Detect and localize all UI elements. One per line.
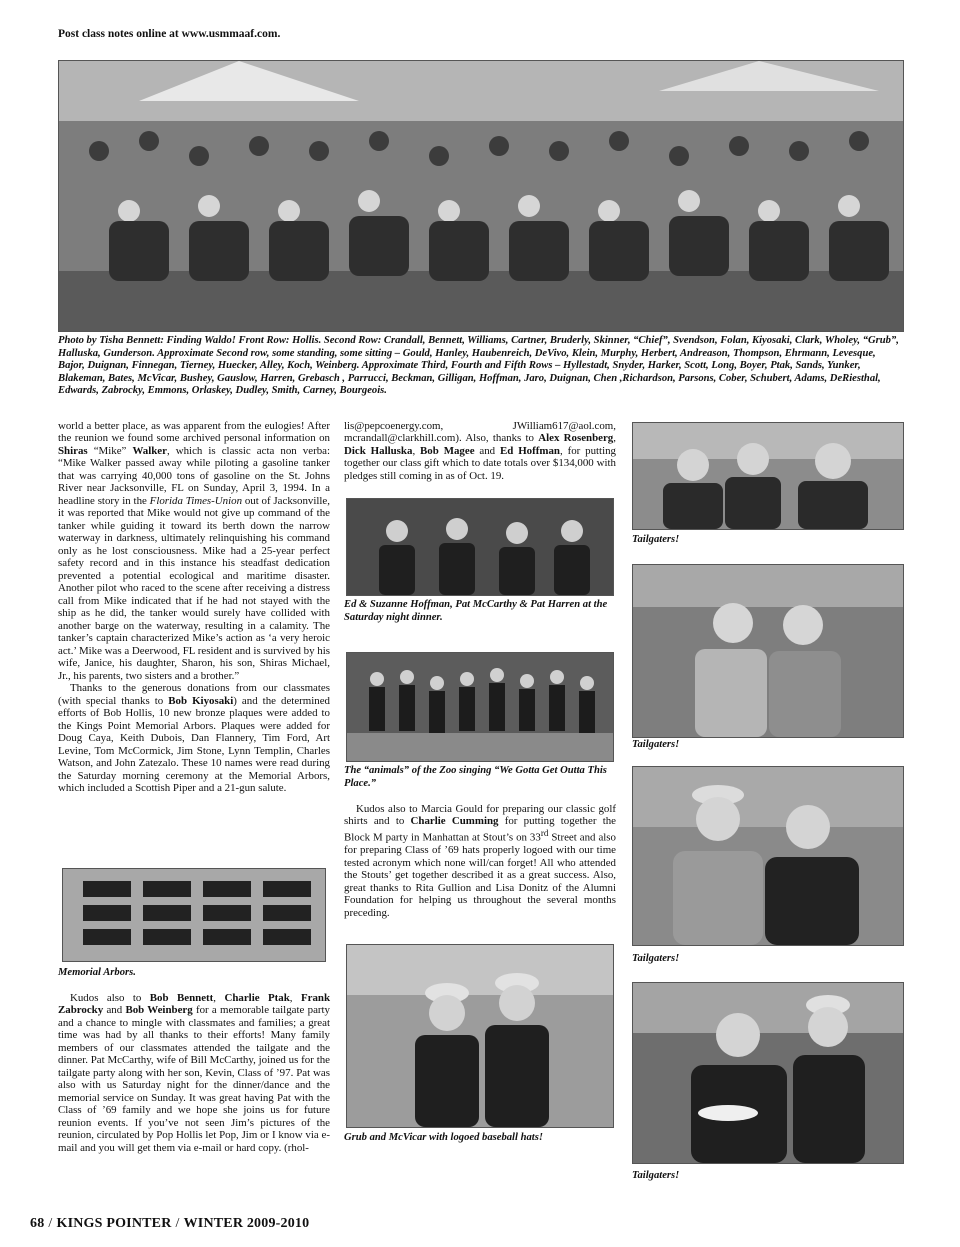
- magazine-name: KINGS POINTER: [56, 1216, 172, 1231]
- column-1-text-bottom: [58, 992, 330, 1154]
- hats-photo: [346, 944, 614, 1128]
- paragraph-class-gift: lis@pepcoenergy.com, JWilliam617@aol.com, mcrandall@clarkhill.com). Also, thanks to Alex Rosenberg, Dick Halluska, Bob Magee and Ed Hoffman, for putting together our class gift which to date totals over $134,000 with pledges still coming in as of Oct. 19.: [344, 420, 617, 482]
- memorial-arbors-photo: [62, 868, 326, 962]
- dinner-caption: Ed & Suzanne Hoffman, Pat McCarthy & Pat Harren at the Saturday night dinner.: [344, 599, 608, 623]
- zoo-singing-image: [347, 653, 613, 761]
- paragraph-golf-shirts: Kudos also to Marcia Gould for preparing our classic golf shirts and to Charlie Cumming for putting together the Block M party in Manhattan at Stout’s on 33rd Street and also for preparing Class of ’69 hats properly logoed with our time tested acronym which none will/can forget! All who attended the Stouts’ get together described it as a great success. Also, great thanks to Rita Gullion and Lisa Donitz of the Alumni Foundation for helping us throughout the several months preceding.: [344, 803, 617, 919]
- tailgaters-caption-3: Tailgaters!: [632, 953, 680, 964]
- tailgaters-caption-2: Tailgaters!: [632, 739, 680, 750]
- hats-caption: Grub and McVicar with logoed baseball hats!: [344, 1132, 543, 1143]
- tailgaters-photo-3: [632, 766, 904, 946]
- page-footer: [30, 1216, 309, 1232]
- tailgaters-photo-1: [632, 422, 904, 530]
- tailgaters-image-4: [633, 983, 903, 1163]
- page-number: 68: [30, 1216, 45, 1231]
- paragraph-plaques: Thanks to the generous donations from our classmates (with special thanks to Bob Kiyosaki) and the determined efforts of Bob Hollis, 10 new bronze plaques were added to the Kings Point Memorial Arbors. Plaques were added for Doug Caya, Keith Dubois, Dan Flannery, Tim Ford, Art Levine, Tom McCormick, Jim Stone, Lynn Templin, Charles Watson, and John Zatezalo. These 10 names were read during the Saturday morning ceremony at the Memorial Arbors, which included a Scottish Piper and a 21-gun salute.: [58, 682, 330, 795]
- tailgaters-photo-4: [632, 982, 904, 1164]
- tailgaters-photo-2: [632, 564, 904, 738]
- tailgaters-image-3: [633, 767, 903, 945]
- group-photo: [58, 60, 904, 332]
- dinner-photo: [346, 498, 614, 596]
- issue-date: WINTER 2009-2010: [183, 1216, 310, 1231]
- paragraph-tailgate: Kudos also to Bob Bennett, Charlie Ptak, Frank Zabrocky and Bob Weinberg for a memorable tailgate party and a chance to mingle with classmates and families; a great time was had by all thanks to their efforts! Many family members of our classmates attended the tailgate and the dinner. Pat McCarthy, wife of Bill McCarthy, joined us for the tailgate party along with her son, Kevin, Class of ’97. Pat was also with us Saturday night for the dinner/dance and the memorial service on Sunday. It was great having Pat with the Class of ’69 family and we hope she joins us for future reunion events. If you’ve not seen Jim’s pictures of the reunion, circulated by Pop Hollis let Pop, Jim or I know via e-mail and you will get them via e-mail or hard copy. (rhol-: [58, 992, 331, 1154]
- tailgaters-caption-4: Tailgaters!: [632, 1170, 680, 1181]
- footer-separator: /: [175, 1216, 180, 1231]
- footer-separator: /: [48, 1216, 53, 1231]
- group-photo-caption: Photo by Tisha Bennett: Finding Waldo! Front Row: Hollis. Second Row: Crandall, Bennett, Williams, Cartner, Bruderly, Skinner, “Chief”, Svendson, Folan, Kiyosaki, Clark, Wholey, “Grub”, Halluska, Gunderson. Approximate Second row, some standing, some sitting – Gould, Hanley, Haubenreich, DeVivo, Klein, Murphy, Herbert, Andreason, Thompson, Ehrmann, Levesque, Bajor, Duignan, Finnegan, Tierney, Huecker, Alley, Koch, Weinberg. Approximate Third, Fourth and Fifth Rows – Hyllestadt, Snyder, Harker, Scott, Long, Boyer, Ptak, Sands, Yunker, Blakeman, Bates, McVicar, Bushey, Gauslow, Harren, Grebasch , Parrucci, Beckman, Gilligan, Hoffman, Jaro, Duignan, Chen ,Richardson, Parsons, Cober, Schubert, Adams, DeRiesthal, Edwards, Zabrocky, Emmons, Orlaskey, Dudley, Smith, Carney, Bourgeois.: [58, 335, 899, 396]
- column-2-text: [344, 420, 616, 482]
- header-note: Post class notes online at www.usmmaaf.com.: [58, 28, 281, 40]
- tailgaters-caption-1: Tailgaters!: [632, 534, 680, 545]
- column-1-text: [58, 420, 330, 795]
- column-2-text-middle: [344, 803, 616, 919]
- zoo-singing-photo: [346, 652, 614, 762]
- memorial-arbors-image: [63, 869, 325, 961]
- zoo-singing-caption: The “animals” of the Zoo singing “We Gotta Get Outta This Place.”: [344, 765, 607, 789]
- paragraph-walker: world a better place, as was apparent from the eulogies! After the reunion we found some archived personal information on Shiras “Mike” Walker, which is classic acta non verba: “Mike Walker passed away while piloting a gasoline tanker that was carrying 40,000 tons of gasoline on the St. Johns River near Jacksonville, FL on Sunday, April 3, 1994. In a headline story in the Florida Times-Union out of Jacksonville, it was reported that Mike would not give up command of the tanker while guiding it toward its berth down the narrow waterway in darkness, ultimately relinquishing his command only as he lost consciousness. Mike had a 25-year perfect safety record and in this instance his steadfast dedication prevented a potential ecological and maritime disaster. Another pilot who raced to the scene after receiving a distress call from Mike indicated that if he had not stayed with the ship as he did, the tanker would surely have collided with another barge on the waterway, resulting in a calamity. The tanker’s captain characterized Mike’s action as ‘a very heroic act.’ Mike was a Deerwood, FL resident and is survived by his wife, Janice, his daughter, Sharon, his son, Shiras Michael, Jr., his parents, two sisters and a brother.”: [58, 420, 330, 682]
- group-photo-image: [59, 61, 903, 331]
- tailgaters-image-1: [633, 423, 903, 529]
- tailgaters-image-2: [633, 565, 903, 737]
- hats-image: [347, 945, 613, 1127]
- dinner-image: [347, 499, 613, 595]
- memorial-arbors-caption: Memorial Arbors.: [58, 967, 136, 978]
